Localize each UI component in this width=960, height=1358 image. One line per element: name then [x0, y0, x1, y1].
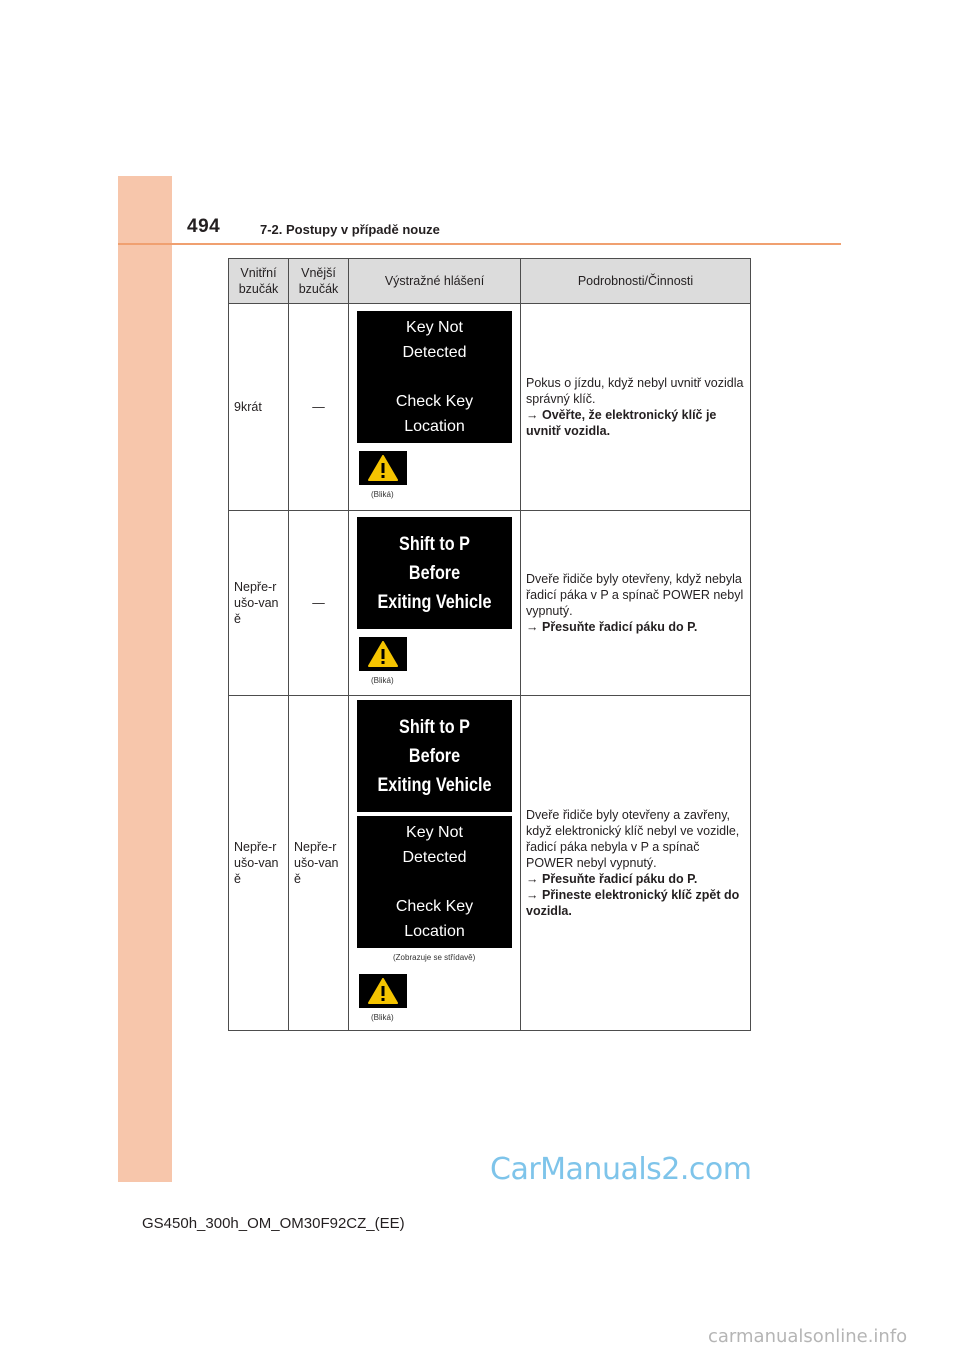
arrow-icon: →	[526, 620, 539, 634]
cell-external: —	[289, 511, 349, 696]
arrow-icon: →	[526, 888, 539, 902]
header-details: Podrobnosti/Činnosti	[521, 259, 751, 304]
screen-line: Shift to P	[399, 716, 470, 738]
warning-triangle-icon	[368, 455, 398, 481]
screen-line: Detected	[402, 849, 467, 866]
action-item	[526, 872, 697, 886]
screen-line: Key Not	[406, 319, 463, 336]
warning-light	[359, 974, 407, 1008]
cell-details	[521, 511, 751, 696]
header-warning-message: Výstražné hlášení	[349, 259, 521, 304]
cell-message	[349, 304, 521, 511]
watermark-carmanualsonline: carmanualsonline.info	[708, 1326, 908, 1347]
action-text: Přesuňte řadicí páku do P.	[541, 872, 698, 886]
screen-line: Key Not	[406, 824, 463, 841]
display-screen	[357, 311, 512, 443]
warning-triangle-icon	[368, 978, 398, 1004]
screen-line: Location	[404, 923, 465, 940]
header-external-buzzer	[289, 259, 349, 304]
action-item	[526, 408, 716, 438]
arrow-icon: →	[526, 408, 539, 422]
display-screen	[357, 517, 512, 629]
header-rule	[118, 243, 841, 245]
header-text: Vnitřní	[240, 266, 277, 280]
table-header-row	[229, 259, 751, 304]
header-internal-buzzer	[229, 259, 289, 304]
screen-line: Exiting Vehicle	[377, 591, 492, 613]
cell-internal: 9krát	[229, 304, 289, 511]
section-title: 7-2. Postupy v případě nouze	[260, 222, 440, 237]
cell-details	[521, 304, 751, 511]
arrow-icon: →	[526, 872, 539, 886]
blink-caption: (Bliká)	[371, 676, 394, 685]
blink-caption: (Bliká)	[371, 490, 394, 499]
alternate-caption: (Zobrazuje se střídavě)	[393, 953, 476, 962]
screen-line: Detected	[402, 344, 467, 361]
screen-line: Before	[408, 562, 461, 584]
warning-light	[359, 451, 407, 485]
blink-caption: (Bliká)	[371, 1013, 394, 1022]
watermark-carmanuals2: CarManuals2.com	[490, 1152, 752, 1187]
cell-details	[521, 696, 751, 1031]
side-accent-strip	[118, 176, 172, 1182]
screen-line: Check Key	[395, 898, 474, 915]
display-screen	[357, 700, 512, 812]
table-row	[229, 511, 751, 696]
footer-manual-code: GS450h_300h_OM_OM30F92CZ_(EE)	[142, 1215, 405, 1232]
screen-line: Exiting Vehicle	[377, 774, 492, 796]
header-text: Vnější	[301, 266, 336, 280]
detail-text: Dveře řidiče byly otevřeny, když nebyla řadicí páka v P a spínač POWER nebyl vypnutý.	[526, 572, 744, 618]
action-text: Ověřte, že elektronický klíč je uvnitř vozidla.	[526, 408, 717, 438]
warning-light	[359, 637, 407, 671]
cell-internal: Nepře-rušo-vaně	[229, 511, 289, 696]
action-item	[526, 888, 739, 918]
cell-internal: Nepře-rušo-vaně	[229, 696, 289, 1031]
warning-triangle-icon	[368, 641, 398, 667]
cell-external: —	[289, 304, 349, 511]
cell-message	[349, 511, 521, 696]
table-row	[229, 696, 751, 1031]
screen-line: Check Key	[395, 393, 474, 410]
table-row	[229, 304, 751, 511]
page-number: 494	[187, 216, 221, 237]
cell-external: Nepře-rušo-vaně	[289, 696, 349, 1031]
detail-text: Dveře řidiče byly otevřeny a zavřeny, když elektronický klíč nebyl ve vozidle, řadicí páka nebyla v P a spínač POWER nebyl vypnutý.	[526, 808, 740, 870]
action-text: Přineste elektronický klíč zpět do vozidla.	[526, 888, 740, 918]
action-item	[526, 620, 697, 634]
screen-line: Before	[408, 745, 461, 767]
header-text: bzučák	[238, 282, 279, 296]
action-text: Přesuňte řadicí páku do P.	[541, 620, 698, 634]
cell-message	[349, 696, 521, 1031]
header-text: bzučák	[298, 282, 339, 296]
screen-line: Location	[404, 418, 465, 435]
screen-line: Shift to P	[399, 533, 470, 555]
display-screen	[357, 816, 512, 948]
warning-table	[228, 258, 751, 1031]
detail-text: Pokus o jízdu, když nebyl uvnitř vozidla správný klíč.	[526, 376, 744, 406]
